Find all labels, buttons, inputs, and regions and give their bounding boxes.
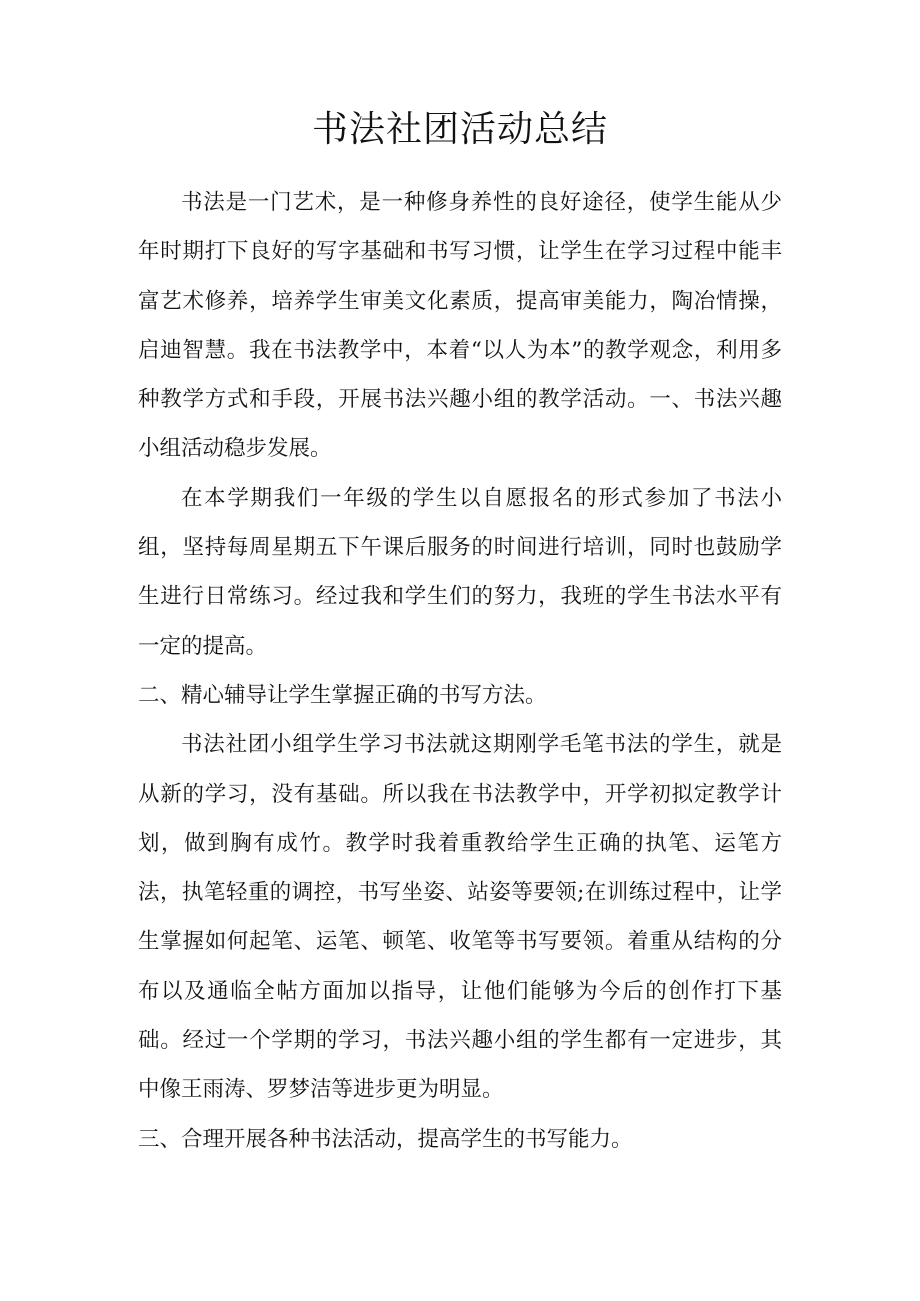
paragraph-intro: 书法是一门艺术，是一种修身养性的良好途径，使学生能从少年时期打下良好的写字基础和书写习惯，让学生在学习过程中能丰富艺术修养，培养学生审美文化素质，提高审美能力，陶冶情操，启迪智慧。我在书法教学中，本着“以人为本”的教学观念，利用多种教学方式和手段，开展书法兴趣小组的教学活动。一、书法兴趣小组活动稳步发展。: [138, 190, 782, 462]
section-heading-3: 三、合理开展各种书法活动，提高学生的书写能力。: [138, 1126, 633, 1152]
document-body: [138, 178, 782, 1164]
section-heading-2: 二、精心辅导让学生掌握正确的书写方法。: [138, 682, 547, 708]
document-title: 书法社团活动总结: [311, 109, 608, 150]
paragraph-guidance: 书法社团小组学生学习书法就这期刚学毛笔书法的学生，就是从新的学习，没有基础。所以我在书法教学中，开学初拟定教学计划，做到胸有成竹。教学时我着重教给学生正确的执笔、运笔方法，执笔轻重的调控，书写坐姿、站姿等要领;在训练过程中，让学生掌握如何起笔、运笔、顿笔、收笔等书写要领。着重从结构的分布以及通临全帖方面加以指导，让他们能够为今后的创作打下基础。经过一个学期的学习，书法兴趣小组的学生都有一定进步，其中像王雨涛、罗梦洁等进步更为明显。: [138, 732, 782, 1103]
paragraph-enrollment: 在本学期我们一年级的学生以自愿报名的形式参加了书法小组，坚持每周星期五下午课后服务的时间进行培训，同时也鼓励学生进行日常练习。经过我和学生们的努力，我班的学生书法水平有一定的提高。: [138, 485, 782, 659]
